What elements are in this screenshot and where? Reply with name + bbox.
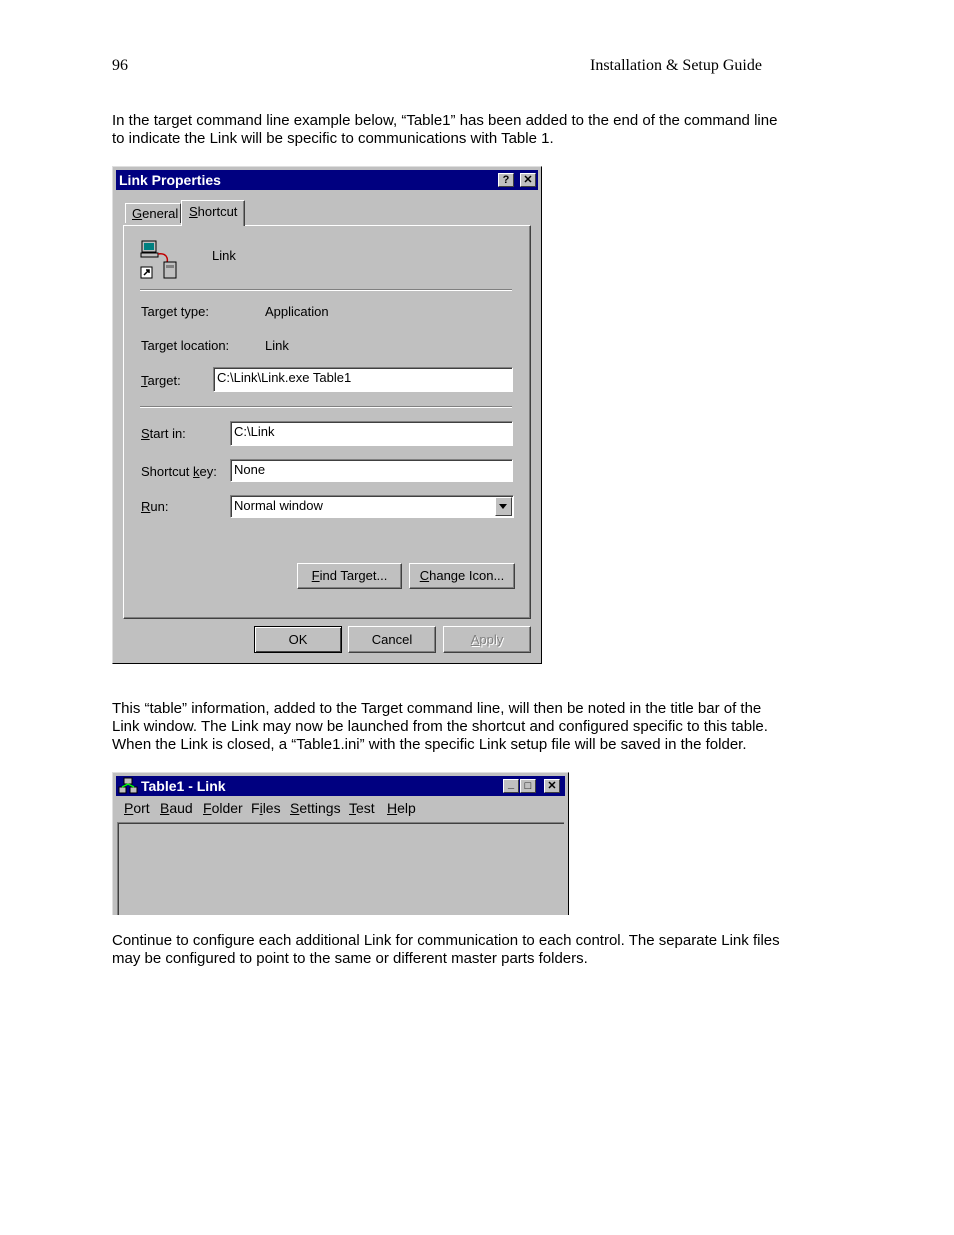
start-in-label [141,426,186,441]
shortcut-tab-panel [123,225,531,619]
menu-settings[interactable] [290,800,341,816]
cancel-button[interactable]: Cancel [348,626,436,653]
change-icon-button[interactable] [409,563,515,589]
menu-test-rest: est [356,800,375,816]
menu-bar [117,800,557,820]
menu-folder-rest: older [211,800,243,816]
chevron-down-icon [496,498,511,515]
title-bar-line-2: Link window. The Link may now be launched from the shortcut and configured specific to this table. [112,718,768,735]
shortcut-key-label-pre: Shortcut [141,464,194,479]
menu-test[interactable] [349,800,375,816]
shortcut-key-label-post: ey: [199,464,217,479]
separator-2 [140,406,512,408]
table1-link-window [112,772,569,915]
menu-port-rest: ort [133,800,150,816]
shortcut-key-label-accel: k [193,464,200,479]
tab-shortcut[interactable] [181,200,245,226]
target-type-value: Application [265,304,329,319]
apply-rest: pply [479,632,504,647]
shortcut-name: Link [212,248,236,263]
separator-1 [140,289,512,291]
menu-folder[interactable] [203,800,243,816]
continue-paragraph [112,932,832,968]
maximize-button[interactable]: □ [520,779,536,793]
apply-button[interactable] [443,626,531,653]
client-area [117,822,564,915]
shortcut-key-label [141,464,217,479]
target-label-rest: arget: [147,373,181,388]
help-button[interactable]: ? [498,173,514,187]
menu-port[interactable] [124,800,150,816]
link-properties-dialog [112,166,542,664]
app-titlebar [116,776,565,796]
target-location-value: Link [265,338,289,353]
run-label [141,499,168,514]
menu-test-accel: T [349,800,356,816]
intro-paragraph [112,112,832,148]
menu-baud-accel: B [160,800,170,816]
menu-help-accel: H [387,800,398,816]
menu-help[interactable] [387,800,416,816]
menu-files[interactable] [251,800,281,816]
target-label [141,373,181,388]
run-select-dropdown-button[interactable] [495,497,512,516]
page-header-title: Installation & Setup Guide [590,57,762,74]
menu-files-rest: les [262,800,281,816]
tab-shortcut-accel: S [189,204,198,219]
start-in-label-rest: tart in: [149,426,186,441]
page-number: 96 [112,57,128,74]
menu-settings-accel: S [290,800,300,816]
target-type-label: Target type: [141,304,209,319]
continue-line-1: Continue to configure each additional Link for communication to each control. The separate Link files [112,932,780,949]
shortcut-key-input[interactable]: None [230,459,513,482]
tab-general-accel: G [132,206,143,221]
menu-baud-rest: aud [169,800,193,816]
target-label-accel: T [141,373,148,388]
find-target-button[interactable] [297,563,402,589]
app-title: Table1 - Link [141,778,226,794]
change-icon-accel: C [419,568,430,583]
dialog-title: Link Properties [119,172,221,188]
continue-line-2: may be configured to point to the same or different master parts folders. [112,950,588,967]
menu-baud[interactable] [160,800,193,816]
run-label-accel: R [141,499,151,514]
run-select-value: Normal window [234,498,323,513]
network-icon [118,777,138,795]
close-button[interactable]: ✕ [520,173,536,187]
title-bar-line-1: This “table” information, added to the Target command line, will then be noted in the title bar of the [112,700,762,717]
app-close-button[interactable]: ✕ [544,779,560,793]
menu-settings-rest: ettings [299,800,341,816]
menu-help-rest: elp [397,800,416,816]
menu-files-pre: F [251,800,260,816]
menu-port-accel: P [124,800,134,816]
title-bar-line-3: When the Link is closed, a “Table1.ini” with the specific Link setup file will be saved in the folder. [112,736,747,753]
start-in-label-accel: S [141,426,150,441]
tab-shortcut-rest: hortcut [197,204,238,219]
change-icon-rest: hange Icon... [429,568,505,583]
link-shortcut-icon [140,240,180,280]
run-label-rest: un: [150,499,169,514]
start-in-input[interactable]: C:\Link [230,421,513,446]
title-bar-paragraph [112,700,832,754]
tab-general[interactable] [125,203,181,223]
intro-line-1: In the target command line example below, “Table1” has been added to the end of the command line [112,112,778,129]
target-input[interactable]: C:\Link\Link.exe Table1 [213,367,513,392]
dialog-titlebar [116,170,538,190]
minimize-button[interactable]: _ [503,779,519,793]
find-target-rest: ind Target... [319,568,388,583]
apply-accel: A [470,632,480,647]
menu-folder-accel: F [203,800,212,816]
tab-general-rest: eneral [142,206,179,221]
target-location-label: Target location: [141,338,230,353]
find-target-accel: F [311,568,320,583]
intro-line-2: to indicate the Link will be specific to communications with Table 1. [112,130,554,147]
menu-files-accel: i [259,800,263,816]
run-select[interactable] [230,495,514,518]
ok-button[interactable]: OK [254,626,342,653]
